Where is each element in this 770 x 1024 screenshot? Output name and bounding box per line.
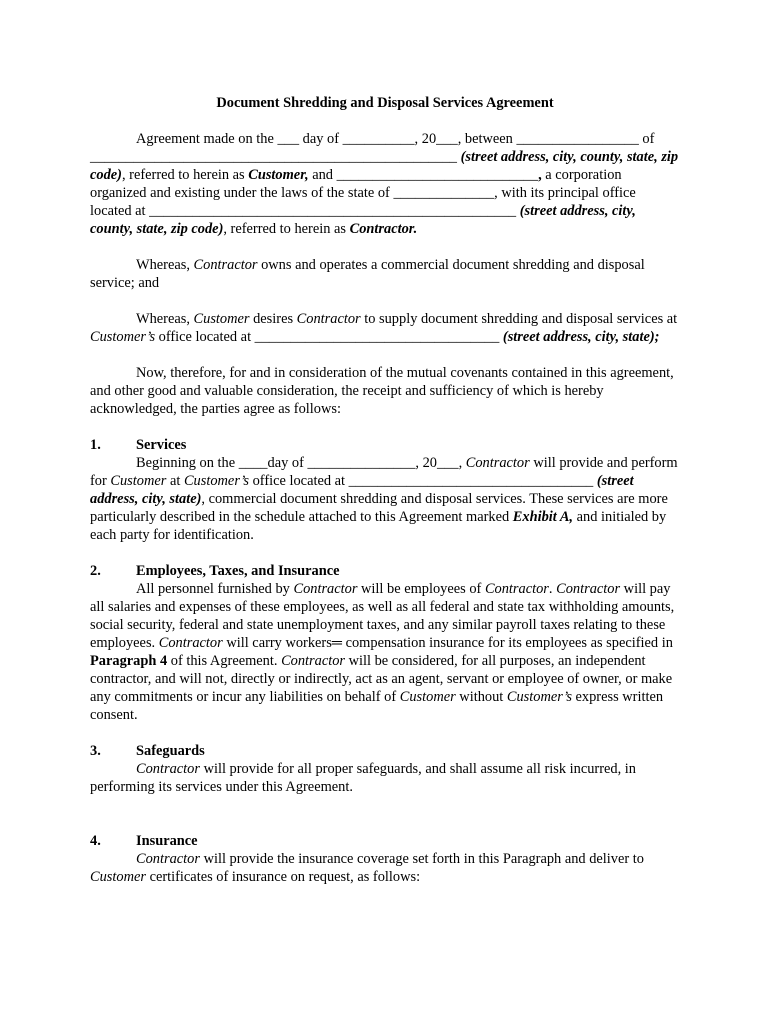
text-run: (street address, city, state);: [502, 329, 660, 345]
text-run: (street address, city, state): [90, 473, 634, 507]
text-run: desires: [249, 311, 297, 327]
text-run: , referred to herein as: [223, 221, 350, 237]
text-run: Customer’s: [506, 689, 572, 705]
text-run: will be employees of: [357, 581, 485, 597]
text-run: Contractor: [293, 581, 358, 597]
text-run: Contractor: [193, 257, 258, 273]
text-run: a corporation organized and existing under the laws of the state of ______________, with its principal office located at ___________________________________________________: [90, 167, 636, 219]
section-title: Insurance: [136, 833, 198, 849]
whereas-paragraph-2: [90, 310, 680, 346]
section-title: Services: [136, 437, 187, 453]
text-run: of this Agreement.: [167, 653, 282, 669]
text-run: and initialed by each party for identification.: [90, 509, 667, 543]
section-heading: [90, 562, 680, 580]
document-body: [90, 94, 680, 904]
text-run: Exhibit A,: [512, 509, 574, 525]
now-therefore-paragraph: [90, 364, 680, 418]
section-text: [90, 850, 680, 886]
section-number: 1.: [90, 437, 101, 453]
text-run: Customer: [193, 311, 250, 327]
section-text: [90, 760, 680, 796]
text-run: certificates of insurance on request, as follows:: [145, 869, 421, 885]
text-run: Contractor: [296, 311, 361, 327]
section-title: Employees, Taxes, and Insurance: [136, 563, 340, 579]
text-run: Customer: [110, 473, 167, 489]
text-run: owns and operates a commercial document shredding and disposal service; and: [90, 257, 645, 291]
text-run: Customer: [90, 869, 146, 885]
section-heading: [90, 832, 680, 850]
intro-paragraph: [90, 130, 680, 238]
text-run: , referred to herein as: [121, 167, 249, 183]
text-run: and ____________________________: [308, 167, 539, 183]
text-run: Contractor: [484, 581, 549, 597]
text-run: express written consent.: [90, 689, 664, 723]
text-run: without: [455, 689, 507, 705]
text-run: will be considered, for all purposes, an independent contractor, and will not, directly or indirectly, act as an agent, servant or employee of owner, or make any commitments or incur any liabilities on behalf of: [90, 653, 673, 705]
section-employees-taxes-insurance: [90, 562, 680, 724]
text-run: Whereas,: [136, 257, 194, 273]
section-insurance: [90, 832, 680, 886]
text-run: Now, therefore, for and in consideration of the mutual covenants contained in this agreement, and other good and valuable consideration, the receipt and sufficiency of which is hereby acknowledged, the parties agree as follows:: [90, 365, 674, 417]
section-text: [90, 580, 680, 724]
section-title: Safeguards: [136, 743, 205, 759]
text-run: Contractor: [281, 653, 346, 669]
text-run: Contractor: [136, 851, 200, 867]
text-run: Contractor: [136, 761, 200, 777]
text-run: (street address, city, county, state, zip code): [90, 203, 636, 237]
text-run: Agreement made on the ___ day of __________, 20___, between _________________ of ___________________________________________________: [90, 131, 655, 165]
text-run: will provide for all proper safeguards, and shall assume all risk incurred, in performing its services under this Agreement.: [90, 761, 636, 795]
section-number: 2.: [90, 563, 101, 579]
text-run: will carry workers═ compensation insurance for its employees as specified in: [222, 635, 673, 651]
text-run: office located at __________________________________: [155, 329, 503, 345]
text-run: at: [166, 473, 184, 489]
section-heading: [90, 742, 680, 760]
text-run: Contractor: [465, 455, 530, 471]
text-run: Customer’s: [90, 329, 156, 345]
text-run: Beginning on the ____day of _______________, 20___,: [136, 455, 466, 471]
text-run: office located at __________________________________: [249, 473, 597, 489]
document-title: Document Shredding and Disposal Services Agreement: [216, 95, 554, 111]
text-run: to supply document shredding and disposal services at: [360, 311, 678, 327]
text-run: will provide and perform for: [90, 455, 678, 489]
text-run: Customer’s: [183, 473, 249, 489]
section-heading: [90, 436, 680, 454]
text-run: (street address, city, county, state, zip code): [90, 149, 679, 183]
text-run: , commercial document shredding and disposal services. These services are more particularly described in the schedule attached to this Agreement marked: [90, 491, 668, 525]
text-run: Contractor.: [349, 221, 418, 237]
text-run: Paragraph 4: [90, 653, 168, 669]
text-run: .: [548, 581, 557, 597]
spacer: [90, 814, 680, 832]
whereas-paragraph-1: [90, 256, 680, 292]
section-safeguards: [90, 742, 680, 796]
section-number: 4.: [90, 833, 101, 849]
text-run: Customer: [399, 689, 456, 705]
text-run: Whereas,: [136, 311, 194, 327]
text-run: Contractor: [158, 635, 223, 651]
text-run: ,: [538, 167, 542, 183]
text-run: will pay all salaries and expenses of these employees, as well as all federal and state tax withholding amounts, social security, federal and state unemployment taxes, and any similar payroll taxes relating to these employees.: [90, 581, 675, 651]
text-run: Customer,: [248, 167, 309, 183]
text-run: Contractor: [556, 581, 621, 597]
section-number: 3.: [90, 743, 101, 759]
section-services: [90, 436, 680, 544]
text-run: All personnel furnished by: [136, 581, 294, 597]
text-run: will provide the insurance coverage set forth in this Paragraph and deliver to: [199, 851, 644, 867]
section-text: [90, 454, 680, 544]
